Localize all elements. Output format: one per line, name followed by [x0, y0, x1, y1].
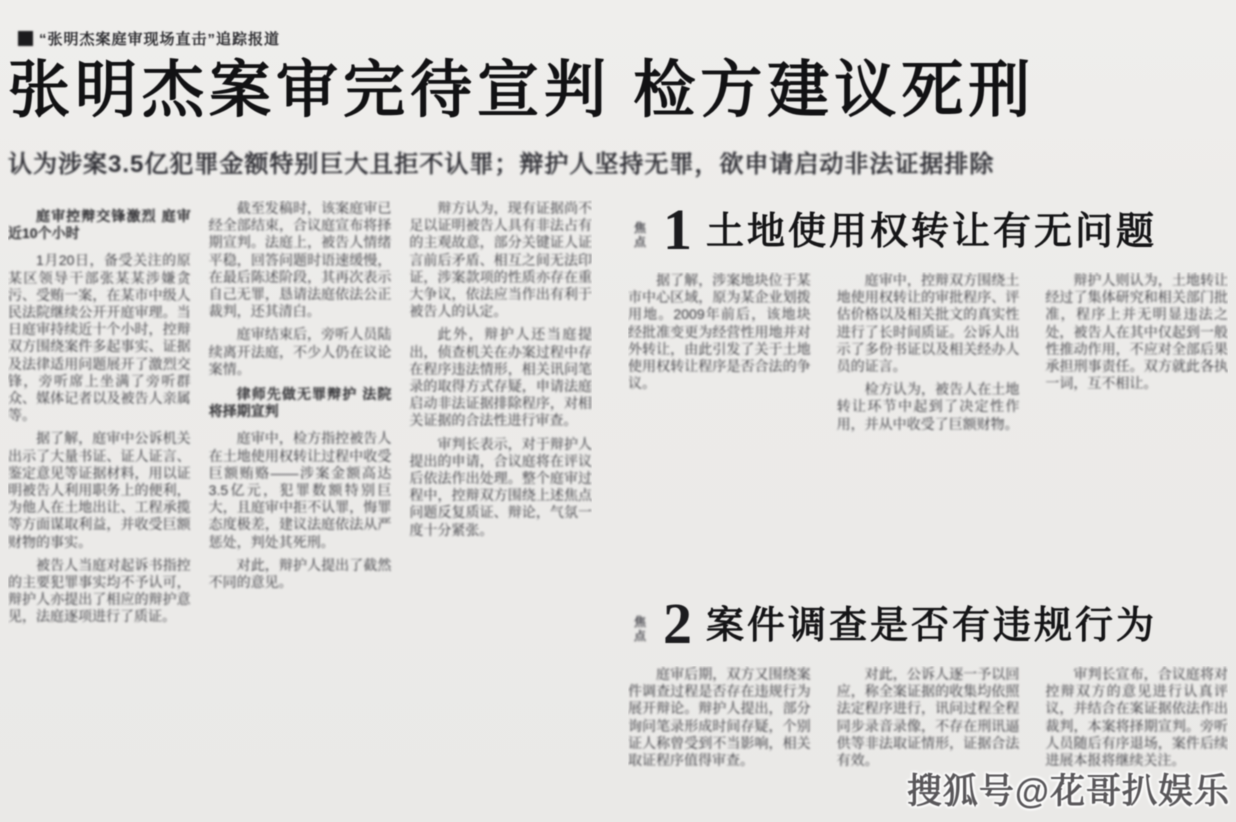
paragraph: 审判长宣布，合议庭将对控辩双方的意见进行认真评议，并结合在案证据依法作出裁判，本案将择期宣判。旁听人员随后有序退场，案件后续进展本报将继续关注。: [1045, 666, 1228, 769]
section-1-number: 1: [663, 196, 692, 262]
paragraph: 辩方认为，现有证据尚不足以证明被告人具有非法占有的主观故意，部分关键证人证言前后矛盾、相互之间无法印证，涉案款项的性质亦存在重大争议，依法应当作出有利于被告人的认定。: [409, 200, 592, 320]
paragraph: 截至发稿时，该案庭审已经全部结束，合议庭宣布将择期宣判。法庭上，被告人情绪平稳，回答问题时语速缓慢，在最后陈述阶段，其再次表示自己无罪，恳请法庭依法公正裁判，还其清白。: [208, 200, 392, 320]
article-column: [837, 272, 1020, 564]
paragraph: 1月20日，备受关注的原某区领导干部张某某涉嫌贪污、受贿一案，在某市中级人民法院继续公开开庭审理。当日庭审持续近十个小时，控辩双方围绕案件多起事实、证据及法律适用问题展开了激烈交锋，旁听席上坐满了旁听群众、媒体记者以及被告人亲属等。: [8, 252, 191, 424]
kicker-text: “张明杰案庭审现场直击”追踪报道: [39, 31, 281, 48]
focus-sections: [628, 198, 1228, 822]
section-2-title: 案件调查是否有违规行为: [706, 605, 1158, 648]
focus-section-1: [628, 198, 1228, 564]
section-1-header: [634, 196, 1228, 262]
black-square-marker-icon: [18, 31, 33, 46]
paragraph: 检方认为，被告人在土地转让环节中起到了决定性作用，并从中收受了巨额财物。: [836, 381, 1020, 432]
paragraph: 庭审后期，双方又围绕案件调查过程是否存在违规行为展开辩论。辩护人提出，部分询问笔录形成时间存疑，个别证人称曾受到不当影响，相关取证程序值得审查。: [628, 666, 811, 769]
sub-headline: 认为涉案3.5亿犯罪金额特别巨大且拒不认罪；辩护人坚持无罪，欲申请启动非法证据排除: [8, 151, 995, 178]
kicker-line: [18, 28, 280, 49]
paragraph: 庭审结束后，旁听人员陆续离开法庭，不少人仍在议论案情。: [208, 326, 392, 377]
paragraph: 庭审中，检方指控被告人在土地使用权转让过程中收受巨额贿赂——涉案金额高达3.5亿元，犯罪数额特别巨大，且庭审中拒不认罪，悔罪态度极差，建议法庭依法从严惩处，判处其死刑。: [208, 430, 392, 550]
article-column: [628, 666, 811, 822]
sohu-watermark: 搜狐号@花哥扒娱乐: [906, 772, 1230, 811]
focus-vertical-label: 焦点: [634, 615, 647, 644]
focus-vertical-label: 焦点: [634, 221, 647, 250]
paragraph: 对此，公诉人逐一予以回应，称全案证据的收集均依照法定程序进行，讯问过程全程同步录音录像，不存在刑讯逼供等非法取证情形，证据合法有效。: [836, 666, 1020, 769]
paragraph: 辩护人则认为，土地转让经过了集体研究和相关部门批准，程序上并无明显违法之处，被告人在其中仅起到一般性推动作用，不应对全部后果承担刑事责任。双方就此各执一词，互不相让。: [1045, 272, 1228, 392]
paragraph: 庭审中，控辩双方围绕土地使用权转让的审批程序、评估价格以及相关批文的真实性进行了长时间质证。公诉人出示了多份书证以及相关经办人员的证言。: [836, 272, 1020, 375]
paragraph: 被告人当庭对起诉书指控的主要犯罪事实均不予认可，辩护人亦提出了相应的辩护意见，法庭逐项进行了质证。: [8, 556, 191, 625]
article-column: [209, 200, 392, 822]
paragraph: 此外，辩护人还当庭提出，侦查机关在办案过程中存在程序违法情形，相关讯问笔录的取得方式存疑，申请法庭启动非法证据排除程序，对相关证据的合法性进行审查。: [409, 326, 592, 429]
left-article-columns: [8, 200, 592, 822]
section-2-header: [634, 590, 1228, 656]
section-1-title: 土地使用权转让有无问题: [706, 211, 1158, 254]
paragraph: 对此，辩护人提出了截然不同的意见。: [208, 556, 392, 591]
article-column: [8, 200, 191, 822]
paragraph: 审判长表示，对于辩护人提出的申请，合议庭将在评议后依法作出处理。整个庭审过程中，控辩双方围绕上述焦点问题反复质证、辩论，气氛一度十分紧张。: [409, 435, 592, 538]
article-column: [1045, 272, 1228, 564]
paragraph: 庭审控辩交锋激烈 庭审近10个小时: [8, 208, 191, 242]
paragraph: 据了解，涉案地块位于某市中心区域，原为某企业划拨用地。2009年前后，该地块经批准变更为经营性用地并对外转让，由此引发了关于土地使用权转让程序是否合法的争议。: [628, 272, 811, 392]
paragraph: 据了解，庭审中公诉机关出示了大量书证、证人证言、鉴定意见等证据材料，用以证明被告人利用职务上的便利，为他人在土地出让、工程承揽等方面谋取利益，并收受巨额财物的事实。: [8, 430, 191, 550]
main-headline: 张明杰案审完待宣判 检方建议死刑: [8, 56, 1036, 125]
article-column: [628, 272, 811, 564]
section-2-number: 2: [663, 590, 692, 656]
article-column: [409, 200, 592, 822]
section-1-columns: [628, 272, 1228, 564]
paragraph: 律师先做无罪辩护 法院将择期宣判: [208, 386, 392, 420]
